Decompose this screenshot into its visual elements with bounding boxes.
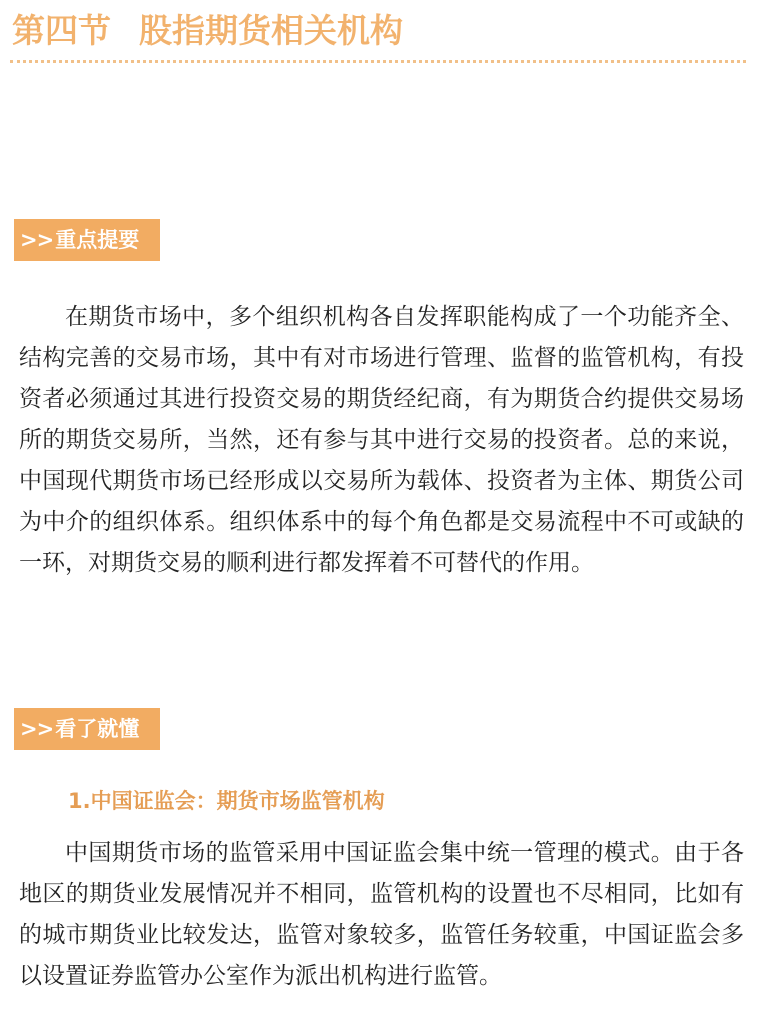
banner-chevron-icon: >> [20,227,54,252]
section-number: 第四节 [12,11,111,50]
banner-chevron-icon: >> [20,716,54,741]
key-points-banner-label: 重点提要 [55,227,140,252]
key-points-banner [14,219,160,261]
key-points-paragraph: 在期货市场中，多个组织机构各自发挥职能构成了一个功能齐全、结构完善的交易市场，其中有对市场进行管理、监督的监管机构，有投资者必须通过其进行投资交易的期货经纪商，有为期货合约提供交易场所的期货交易所，当然，还有参与其中进行交易的投资者。总的来说，中国现代期货市场已经形成以交易所为载体、投资者为主体、期货公司为中介的组织体系。组织体系中的每个角色都是交易流程中不可或缺的一环，对期货交易的顺利进行都发挥着不可替代的作用。 [19,304,744,576]
subsection-paragraph: 中国期货市场的监管采用中国证监会集中统一管理的模式。由于各地区的期货业发展情况并不相同，监管机构的设置也不尽相同，比如有的城市期货业比较发达，监管对象较多，监管任务较重，中国证监会多以设置证券监管办公室作为派出机构进行监管。 [19,840,744,989]
illustrated-banner-label: 看了就懂 [55,716,140,741]
illustrated-banner [14,708,160,750]
section-title [12,8,403,54]
section-title-text: 股指期货相关机构 [139,11,403,50]
title-divider [10,60,746,63]
subsection-heading: 1.中国证监会：期货市场监管机构 [68,789,385,813]
